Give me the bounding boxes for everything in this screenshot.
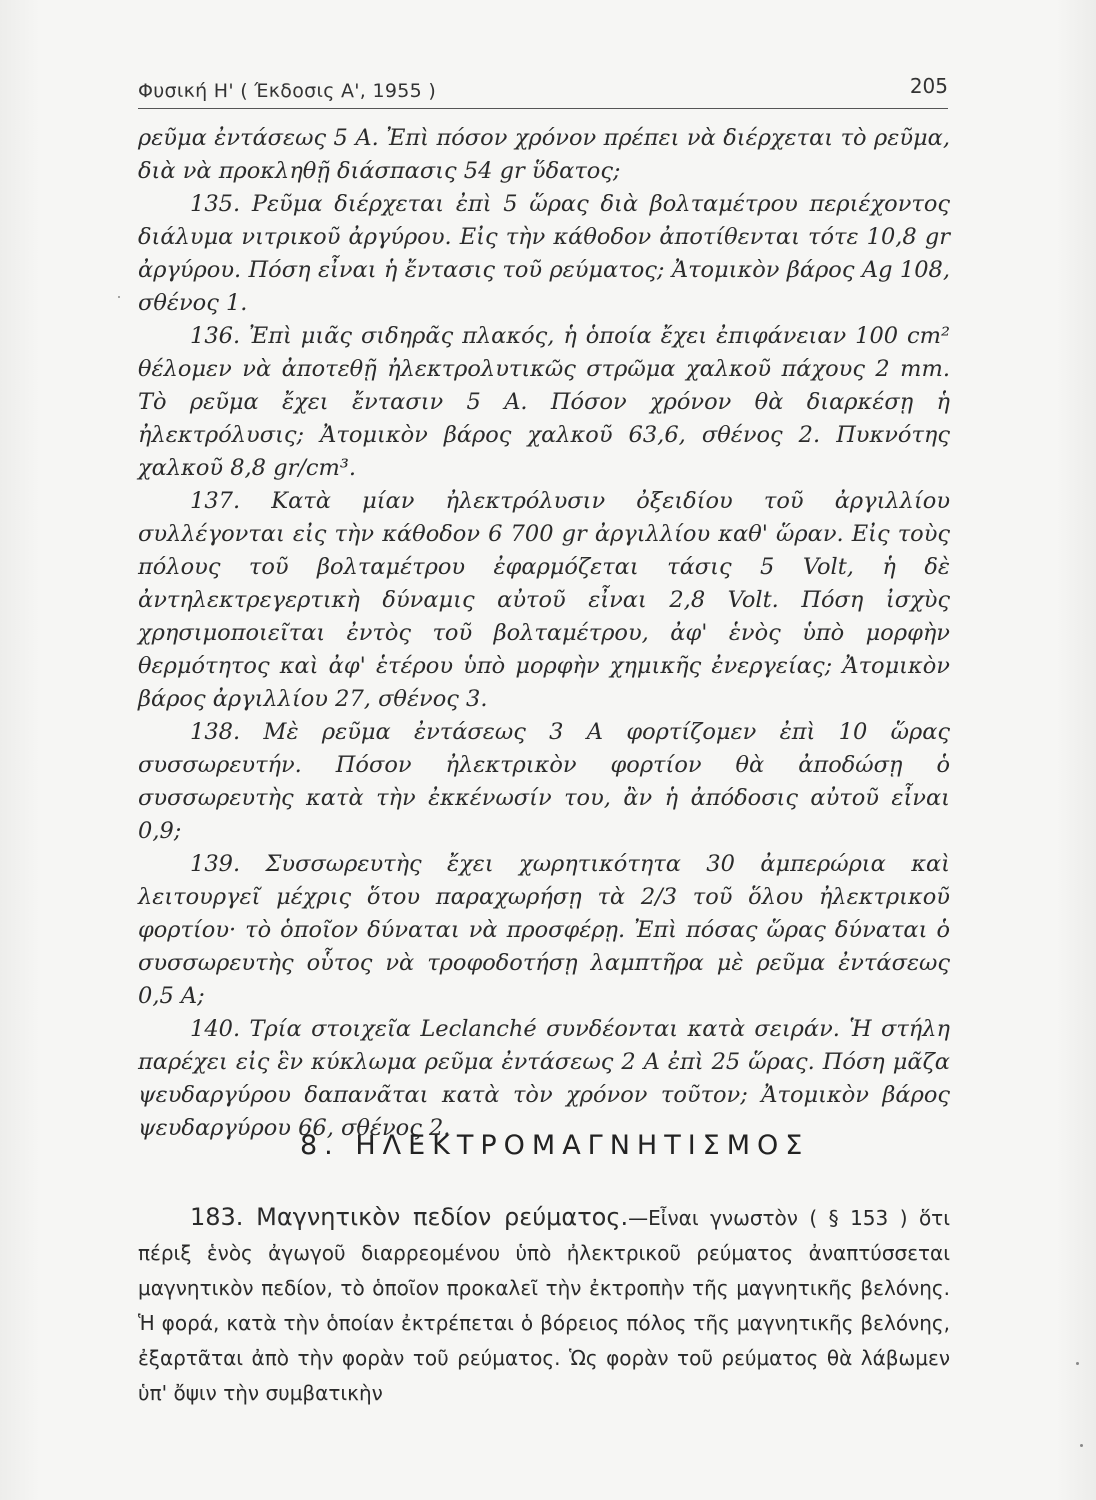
section-183-paragraph	[138, 1200, 950, 1411]
scan-speck	[1076, 1362, 1079, 1365]
problem-list	[138, 122, 950, 1145]
scan-speck	[118, 296, 120, 298]
scan-speck	[1080, 1444, 1083, 1447]
problem-134-continuation: ρεῦμα ἐντάσεως 5 Α. Ἐπὶ πόσον χρόνον πρέπει νὰ διέρχεται τὸ ρεῦμα, διὰ νὰ προκληθῇ διάσπασις 54 gr ὕδατος;	[138, 125, 950, 184]
problem-136: 136. Ἐπὶ μιᾶς σιδηρᾶς πλακός, ἡ ὁποία ἔχει ἐπιφάνειαν 100 cm² θέλομεν νὰ ἀποτεθῇ ἠλεκτρολυτικῶς στρῶμα χαλκοῦ πάχους 2 mm. Τὸ ρεῦμα ἔχει ἔντασιν 5 Α. Πόσον χρόνον θὰ διαρκέσῃ ἡ ἠλεκτρόλυσις; Ἀτομικὸν βάρος χαλκοῦ 63,6, σθένος 2. Πυκνότης χαλκοῦ 8,8 gr/cm³.	[138, 323, 950, 481]
problem-138: 138. Μὲ ρεῦμα ἐντάσεως 3 Α φορτίζομεν ἐπὶ 10 ὥρας συσσωρευτήν. Πόσον ἠλεκτρικὸν φορτίον θὰ ἀποδώσῃ ὁ συσσωρευτὴς κατὰ τὴν ἐκκένωσίν του, ἂν ἡ ἀπόδοσις αὐτοῦ εἶναι 0,9;	[138, 719, 950, 844]
chapter-heading: 8. ΗΛΕΚΤΡΟΜΑΓΝΗΤΙΣΜΟΣ	[300, 1130, 810, 1161]
section-title: 183. Μαγνητικὸν πεδίον ρεύματος.	[190, 1203, 629, 1231]
problem-140: 140. Τρία στοιχεῖα Leclanché συνδέονται κατὰ σειράν. Ἡ στήλη παρέχει εἰς ἓν κύκλωμα ρεῦμα ἐντάσεως 2 Α ἐπὶ 25 ὥρας. Πόση μᾶζα ψευδαργύρου δαπανᾶται κατὰ τὸν χρόνον τοῦτον; Ἀτομικὸν βάρος ψευδαργύρου 66, σθένος 2.	[138, 1016, 950, 1141]
running-title: Φυσική Η' ( Έκδοσις Α', 1955 )	[138, 80, 437, 102]
page-number: 205	[909, 74, 948, 98]
section-183	[138, 1200, 950, 1411]
running-header	[138, 74, 948, 109]
problem-137: 137. Κατὰ μίαν ἠλεκτρόλυσιν ὀξειδίου τοῦ ἀργιλλίου συλλέγονται εἰς τὴν κάθοδον 6 700 gr ἀργιλλίου καθ' ὥραν. Εἰς τοὺς πόλους τοῦ βολταμέτρου ἐφαρμόζεται τάσις 5 Volt, ἡ δὲ ἀντηλεκτρεγερτικὴ δύναμις αὐτοῦ εἶναι 2,8 Volt. Πόση ἰσχὺς χρησιμοποιεῖται ἐντὸς τοῦ βολταμέτρου, ἀφ' ἑνὸς ὑπὸ μορφὴν θερμότητος καὶ ἀφ' ἑτέρου ὑπὸ μορφὴν χημικῆς ἐνεργείας; Ἀτομικὸν βάρος ἀργιλλίου 27, σθένος 3.	[138, 488, 950, 712]
problem-139: 139. Συσσωρευτὴς ἔχει χωρητικότητα 30 ἀμπερώρια καὶ λειτουργεῖ μέχρις ὅτου παραχωρήσῃ τὰ 2/3 τοῦ ὅλου ἠλεκτρικοῦ φορτίου· τὸ ὁποῖον δύναται νὰ προσφέρῃ. Ἐπὶ πόσας ὥρας δύναται ὁ συσσωρευτὴς οὗτος νὰ τροφοδοτήσῃ λαμπτῆρα μὲ ρεῦμα ἐντάσεως 0,5 Α;	[138, 851, 950, 1009]
section-body: —Εἶναι γνωστὸν ( § 153 ) ὅτι πέριξ ἑνὸς ἀγωγοῦ διαρρεομένου ὑπὸ ἠλεκτρικοῦ ρεύματος ἀναπτύσσεται μαγνητικὸν πεδίον, τὸ ὁποῖον προκαλεῖ τὴν ἐκτροπὴν τῆς μαγνητικῆς βελόνης. Ἡ φορά, κατὰ τὴν ὁποίαν ἐκτρέπεται ὁ βόρειος πόλος τῆς μαγνητικῆς βελόνης, ἐξαρτᾶται ἀπὸ τὴν φορὰν τοῦ ρεύματος. Ὡς φορὰν τοῦ ρεύματος θὰ λάβωμεν ὑπ' ὄψιν τὴν συμβατικὴν	[138, 1206, 950, 1405]
problem-135: 135. Ρεῦμα διέρχεται ἐπὶ 5 ὥρας διὰ βολταμέτρου περιέχοντος διάλυμα νιτρικοῦ ἀργύρου. Εἰς τὴν κάθοδον ἀποτίθενται τότε 10,8 gr ἀργύρου. Πόση εἶναι ἡ ἔντασις τοῦ ρεύματος; Ἀτομικὸν βάρος Ag 108, σθένος 1.	[138, 191, 950, 316]
